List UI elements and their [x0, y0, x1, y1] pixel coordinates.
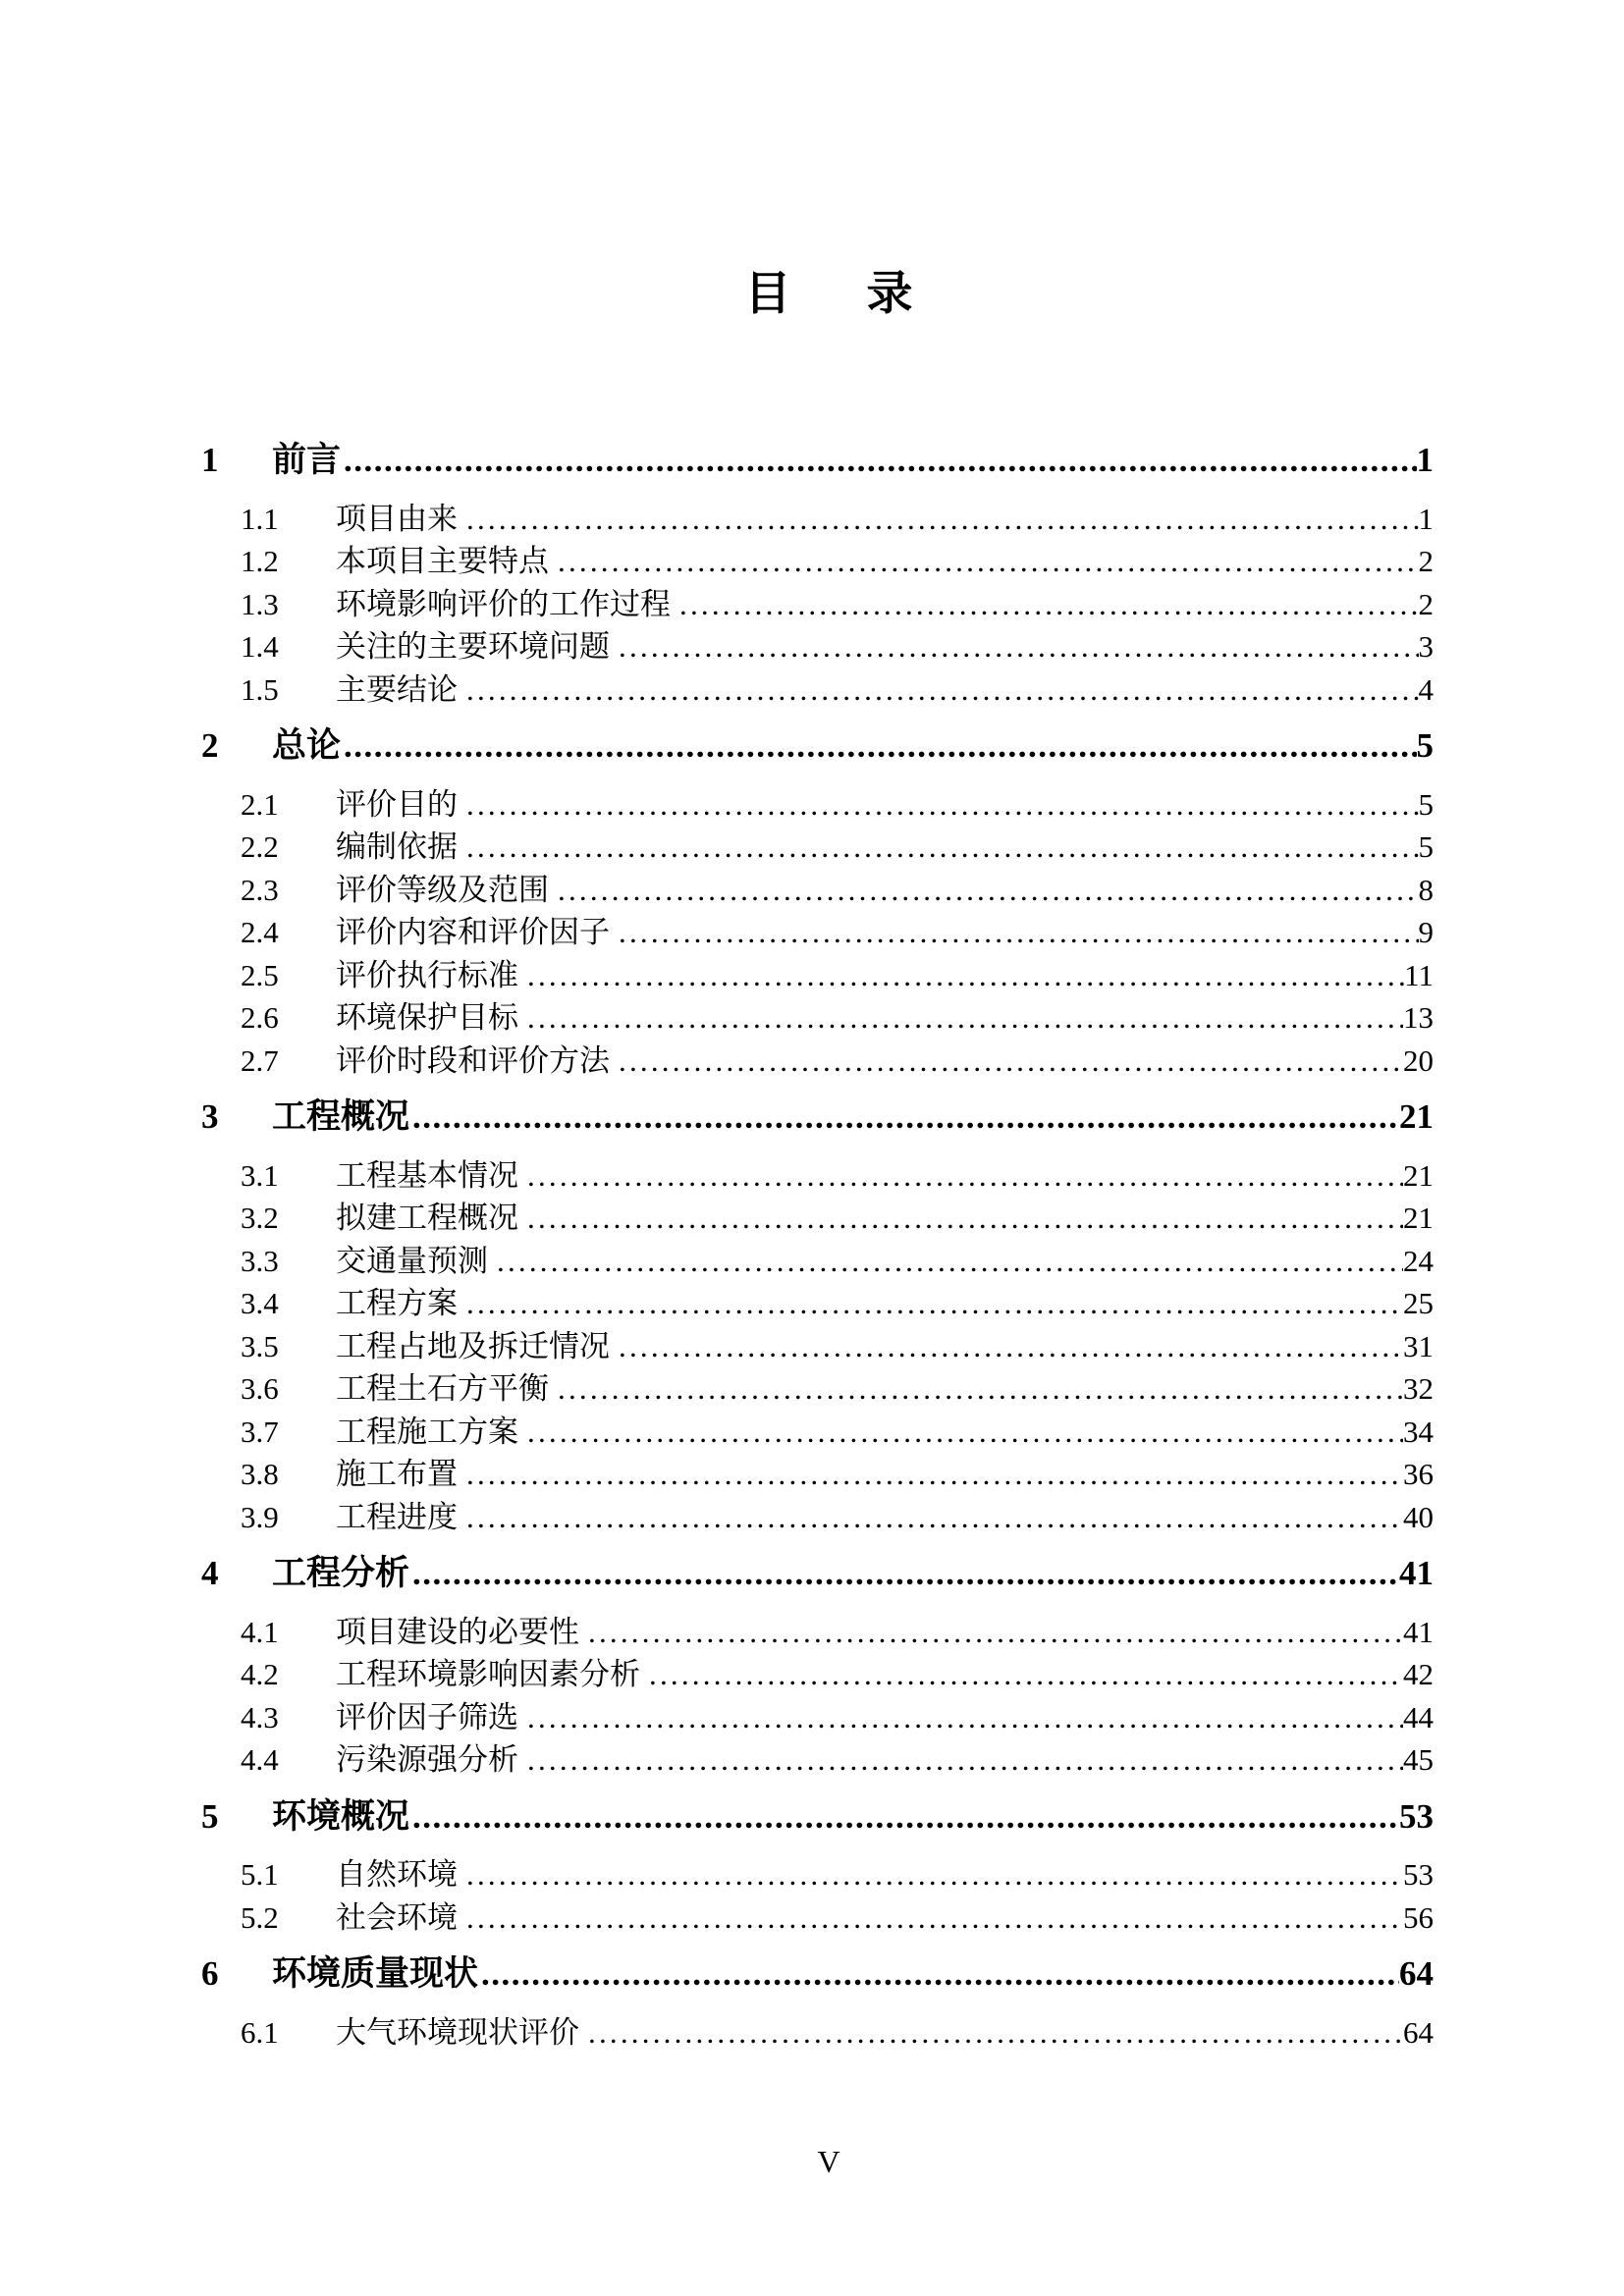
toc-entry-page: 11 [1404, 957, 1434, 992]
toc-dot-leader [344, 439, 1416, 482]
toc-entry-page: 64 [1399, 1954, 1434, 1993]
toc-entry-page: 64 [1403, 2014, 1434, 2050]
toc-entry-page: 32 [1403, 1371, 1434, 1406]
toc-entry-number: 4.1 [241, 1614, 279, 1649]
toc-entry-page: 44 [1403, 1699, 1434, 1735]
toc-dot-leader [558, 1367, 1403, 1411]
toc-entry-number: 2.1 [241, 786, 279, 822]
toc-entry[interactable] [201, 1453, 1434, 1496]
toc-dot-leader [619, 1040, 1403, 1083]
toc-entry-title: 项目建设的必要性 [336, 1614, 579, 1649]
toc-entry-title: 评价等级及范围 [336, 872, 549, 907]
toc-entry-page: 42 [1403, 1657, 1434, 1691]
toc-entry[interactable] [201, 1696, 1434, 1739]
toc-entry-number: 5 [201, 1796, 219, 1836]
toc-entry-number: 6.1 [241, 2014, 279, 2050]
toc-entry[interactable] [201, 498, 1434, 541]
toc-entry-number: 1.4 [241, 629, 279, 664]
toc-dot-leader [679, 583, 1419, 626]
toc-entry-title: 工程占地及拆迁情况 [336, 1328, 610, 1363]
toc-entry-number: 6 [201, 1954, 219, 1993]
toc-entry-number: 5.1 [241, 1857, 279, 1892]
page-title [17, 257, 1624, 323]
toc-entry[interactable] [201, 583, 1434, 626]
toc-entry-number: 2 [201, 726, 219, 765]
toc-dot-leader [527, 1154, 1403, 1198]
toc-entry-title: 大气环境现状评价 [336, 2014, 579, 2050]
toc-entry[interactable] [201, 1240, 1434, 1283]
toc-entry-page: 8 [1418, 872, 1434, 907]
toc-entry-page: 2 [1418, 586, 1434, 621]
page-title-text: 目 录 [744, 269, 928, 320]
toc-entry-number: 1.1 [241, 501, 279, 536]
toc-entry-title: 工程环境影响因素分析 [336, 1657, 640, 1691]
toc-entry-number: 2.4 [241, 915, 279, 949]
toc-entry[interactable] [201, 1653, 1434, 1696]
toc-dot-leader [481, 1952, 1399, 1996]
toc-dot-leader [466, 1853, 1403, 1896]
toc-entry[interactable] [201, 1197, 1434, 1240]
toc-dot-leader [619, 911, 1419, 954]
toc-entry-page: 3 [1418, 629, 1434, 664]
toc-entry-title: 自然环境 [336, 1857, 458, 1892]
toc-entry-title: 主要结论 [336, 671, 458, 707]
toc-entry-page: 41 [1403, 1614, 1434, 1649]
toc-dot-leader [588, 1611, 1403, 1654]
toc-entry-title: 项目由来 [336, 501, 458, 536]
toc-entry-page: 4 [1418, 671, 1434, 707]
toc-entry-page: 34 [1403, 1414, 1434, 1449]
toc-entry-title: 污染源强分析 [336, 1742, 518, 1777]
toc-entry[interactable] [201, 826, 1434, 869]
toc-entry-number: 1.5 [241, 671, 279, 707]
toc-entry-number: 5.2 [241, 1899, 279, 1935]
toc-entry-title: 评价内容和评价因子 [336, 915, 610, 949]
toc-entry-page: 13 [1403, 1000, 1434, 1035]
toc-entry-page: 5 [1418, 786, 1434, 822]
toc-entry[interactable] [201, 439, 1434, 482]
toc-dot-leader [588, 2011, 1403, 2055]
toc-entry-page: 1 [1416, 441, 1434, 479]
toc-entry[interactable] [201, 911, 1434, 954]
toc-dot-leader [466, 668, 1419, 712]
toc-entry[interactable] [201, 1325, 1434, 1368]
toc-entry-page: 31 [1403, 1328, 1434, 1363]
toc-entry-title: 评价因子筛选 [336, 1699, 518, 1735]
toc-entry-title: 工程概况 [272, 1097, 410, 1136]
toc-entry-page: 41 [1399, 1554, 1434, 1592]
toc-entry-number: 3.2 [241, 1201, 279, 1235]
toc-entry[interactable] [201, 1896, 1434, 1940]
toc-entry[interactable] [201, 668, 1434, 712]
toc-entry-title: 评价执行标准 [336, 957, 518, 992]
toc-entry[interactable] [201, 1095, 1434, 1139]
toc-dot-leader [466, 1896, 1403, 1940]
toc-entry-number: 3.4 [241, 1286, 279, 1320]
toc-entry-page: 21 [1399, 1097, 1434, 1136]
toc-dot-leader [412, 1552, 1399, 1595]
toc-dot-leader [527, 1738, 1403, 1782]
toc-entry-title: 工程进度 [336, 1499, 458, 1534]
toc-entry-number: 3.8 [241, 1457, 279, 1491]
toc-entry-page: 40 [1403, 1499, 1434, 1534]
toc-entry-title: 前言 [272, 441, 342, 479]
toc-list [201, 439, 1434, 2054]
toc-dot-leader [558, 869, 1419, 912]
toc-entry[interactable] [201, 996, 1434, 1040]
toc-entry[interactable] [201, 1611, 1434, 1654]
toc-entry-number: 2.2 [241, 829, 279, 864]
toc-entry-number: 2.6 [241, 1000, 279, 1035]
toc-dot-leader [527, 1696, 1403, 1739]
toc-entry-page: 53 [1399, 1796, 1434, 1836]
toc-entry-number: 4.2 [241, 1657, 279, 1691]
toc-entry-title: 环境质量现状 [272, 1954, 479, 1993]
toc-entry[interactable] [201, 1411, 1434, 1454]
toc-entry[interactable] [201, 1040, 1434, 1083]
toc-entry[interactable] [201, 1853, 1434, 1896]
toc-entry-number: 3.1 [241, 1157, 279, 1193]
toc-dot-leader [412, 1095, 1399, 1139]
toc-dot-leader [558, 540, 1419, 583]
footer-page-number: V [817, 2144, 840, 2179]
toc-entry-page: 45 [1403, 1742, 1434, 1777]
toc-dot-leader [619, 625, 1419, 668]
toc-entry-number: 1.2 [241, 544, 279, 578]
toc-entry-page: 25 [1403, 1286, 1434, 1320]
toc-entry-title: 拟建工程概况 [336, 1201, 518, 1235]
toc-entry[interactable] [201, 783, 1434, 827]
toc-entry-number: 4.4 [241, 1742, 279, 1777]
toc-dot-leader [344, 724, 1416, 768]
toc-entry-title: 交通量预测 [336, 1243, 488, 1278]
toc-entry-number: 3.5 [241, 1328, 279, 1363]
toc-dot-leader [412, 1795, 1399, 1839]
toc-entry[interactable] [201, 954, 1434, 997]
toc-entry[interactable] [201, 1154, 1434, 1198]
toc-entry-number: 3 [201, 1097, 219, 1136]
toc-dot-leader [466, 1453, 1403, 1496]
toc-entry-title: 社会环境 [336, 1899, 458, 1935]
toc-dot-leader [649, 1653, 1403, 1696]
toc-entry-page: 56 [1403, 1899, 1434, 1935]
toc-entry[interactable] [201, 1952, 1434, 1996]
toc-entry-title: 施工布置 [336, 1457, 458, 1491]
toc-entry-title: 本项目主要特点 [336, 544, 549, 578]
toc-entry-title: 环境保护目标 [336, 1000, 518, 1035]
toc-entry-number: 1.3 [241, 586, 279, 621]
toc-dot-leader [527, 996, 1403, 1040]
toc-entry[interactable] [201, 2011, 1434, 2055]
toc-entry-page: 21 [1403, 1157, 1434, 1193]
toc-dot-leader [527, 1411, 1403, 1454]
toc-entry[interactable] [201, 1282, 1434, 1325]
toc-entry-title: 环境影响评价的工作过程 [336, 586, 671, 621]
toc-entry-title: 工程施工方案 [336, 1414, 518, 1449]
toc-entry-title: 关注的主要环境问题 [336, 629, 610, 664]
toc-dot-leader [527, 954, 1404, 997]
toc-entry-number: 1 [201, 441, 219, 479]
toc-entry[interactable] [201, 625, 1434, 668]
toc-entry-number: 4.3 [241, 1699, 279, 1735]
toc-entry-number: 2.7 [241, 1042, 279, 1078]
toc-dot-leader [466, 1496, 1403, 1539]
toc-entry[interactable] [201, 869, 1434, 912]
toc-dot-leader [466, 498, 1419, 541]
toc-entry-title: 工程方案 [336, 1286, 458, 1320]
toc-entry-title: 编制依据 [336, 829, 458, 864]
toc-entry-page: 36 [1403, 1457, 1434, 1491]
toc-dot-leader [497, 1240, 1403, 1283]
toc-entry-page: 53 [1403, 1857, 1434, 1892]
toc-entry[interactable] [201, 1367, 1434, 1411]
toc-entry-page: 21 [1403, 1201, 1434, 1235]
toc-entry[interactable] [201, 1552, 1434, 1595]
toc-dot-leader [619, 1325, 1403, 1368]
toc-entry-page: 9 [1418, 915, 1434, 949]
toc-entry-title: 环境概况 [272, 1796, 410, 1836]
toc-entry[interactable] [201, 1738, 1434, 1782]
toc-entry-number: 3.9 [241, 1499, 279, 1534]
toc-entry[interactable] [201, 540, 1434, 583]
toc-entry-page: 5 [1416, 726, 1434, 765]
toc-entry-number: 2.5 [241, 957, 279, 992]
toc-dot-leader [527, 1197, 1403, 1240]
toc-entry[interactable] [201, 1795, 1434, 1839]
toc-entry-number: 3.7 [241, 1414, 279, 1449]
toc-dot-leader [466, 1282, 1403, 1325]
toc-entry-title: 工程基本情况 [336, 1157, 518, 1193]
toc-entry-page: 1 [1418, 501, 1434, 536]
toc-entry-title: 工程分析 [272, 1554, 410, 1592]
toc-entry-page: 24 [1403, 1243, 1434, 1278]
toc-entry-number: 2.3 [241, 872, 279, 907]
toc-entry-number: 4 [201, 1554, 219, 1592]
toc-entry[interactable] [201, 1496, 1434, 1539]
toc-dot-leader [466, 826, 1419, 869]
toc-entry-title: 总论 [272, 726, 342, 765]
toc-entry-number: 3.6 [241, 1371, 279, 1406]
toc-entry-title: 评价时段和评价方法 [336, 1042, 610, 1078]
toc-entry-title: 评价目的 [336, 786, 458, 822]
toc-entry-page: 2 [1418, 544, 1434, 578]
toc-entry[interactable] [201, 724, 1434, 768]
toc-entry-title: 工程土石方平衡 [336, 1371, 549, 1406]
toc-entry-page: 20 [1403, 1042, 1434, 1078]
toc-entry-page: 5 [1418, 829, 1434, 864]
toc-dot-leader [466, 783, 1419, 827]
toc-entry-number: 3.3 [241, 1243, 279, 1278]
